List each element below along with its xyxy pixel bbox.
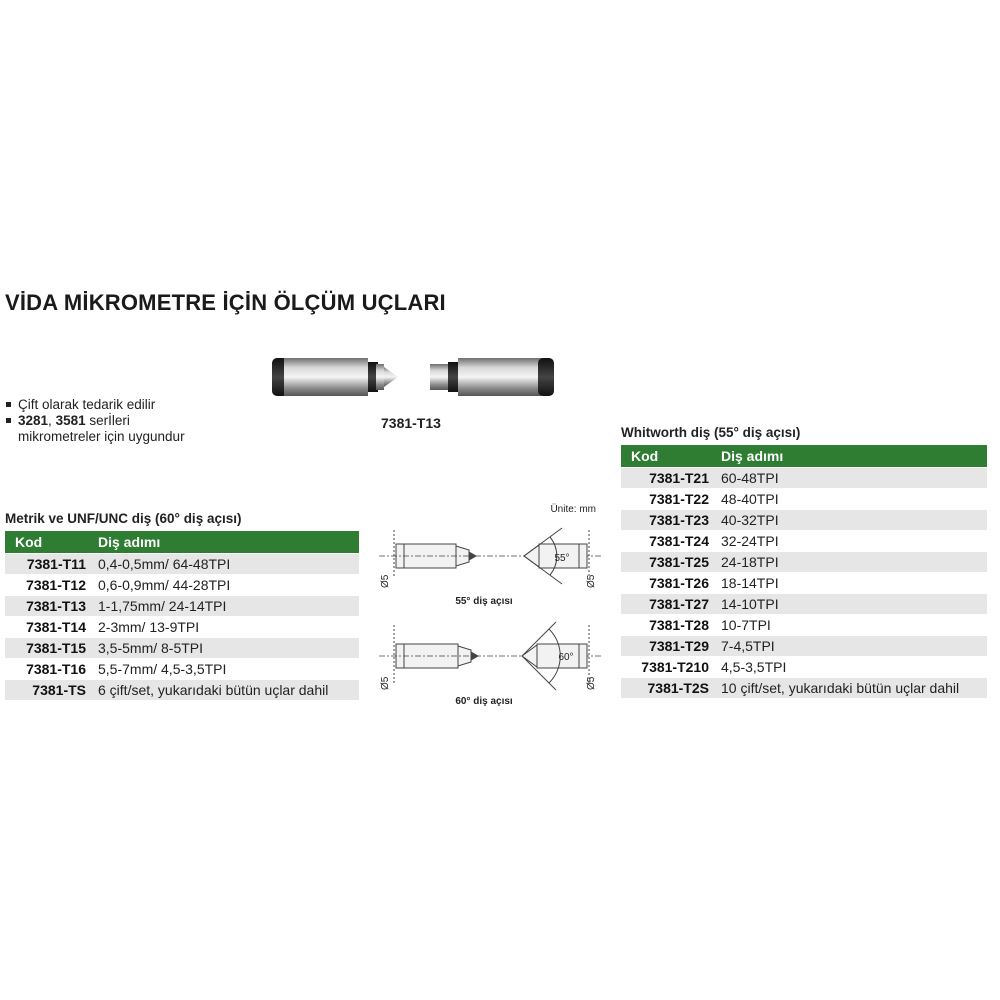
row-code: 7381-T21 — [621, 468, 715, 489]
technical-diagram — [374, 500, 606, 710]
row-code: 7381-T27 — [621, 594, 715, 615]
column-header-pitch: Diş adımı — [92, 531, 359, 554]
unit-label: Ünite: mm — [550, 504, 596, 515]
diameter-label: Ø5 — [586, 676, 597, 690]
table-row — [621, 552, 987, 573]
series-number: 3581 — [55, 413, 86, 428]
table-row — [621, 636, 987, 657]
table-row — [5, 659, 359, 680]
row-code: 7381-T23 — [621, 510, 715, 531]
row-value: 32-24TPI — [715, 531, 987, 552]
row-value: 2-3mm/ 13-9TPI — [92, 617, 359, 638]
caption-60: 60° diş açısı — [455, 696, 513, 707]
table-row — [5, 575, 359, 596]
row-value: 18-14TPI — [715, 573, 987, 594]
row-value: 3,5-5mm/ 8-5TPI — [92, 638, 359, 659]
column-header-code: Kod — [5, 531, 92, 554]
table-header-row — [5, 531, 359, 554]
table-row — [621, 489, 987, 510]
row-value: 1-1,75mm/ 24-14TPI — [92, 596, 359, 617]
column-header-code: Kod — [621, 445, 715, 468]
diameter-label: Ø5 — [586, 574, 597, 588]
row-value: 40-32TPI — [715, 510, 987, 531]
series-number: 3281 — [18, 413, 49, 428]
table-row — [621, 594, 987, 615]
page-title: VİDA MİKROMETRE İÇİN ÖLÇÜM UÇLARI — [5, 290, 446, 315]
row-code: 7381-TS — [5, 680, 92, 701]
row-code: 7381-T12 — [5, 575, 92, 596]
row-code: 7381-T22 — [621, 489, 715, 510]
row-code: 7381-T11 — [5, 554, 92, 575]
angle-label-55: 55° — [554, 553, 570, 564]
row-code: 7381-T2S — [621, 678, 715, 699]
row-code: 7381-T16 — [5, 659, 92, 680]
row-value: 14-10TPI — [715, 594, 987, 615]
feature-item-series — [6, 413, 185, 429]
right-measuring-tip — [430, 358, 554, 396]
row-value: 5,5-7mm/ 4,5-3,5TPI — [92, 659, 359, 680]
feature-list — [6, 397, 185, 445]
bullet-square-icon — [6, 418, 11, 423]
table-row — [621, 615, 987, 636]
series-text: serİleri — [85, 413, 130, 428]
left-measuring-tip — [272, 358, 398, 396]
diameter-label: Ø5 — [380, 676, 391, 690]
table-row — [5, 617, 359, 638]
row-value: 6 çift/set, yukarıdaki bütün uçlar dahil — [92, 680, 359, 701]
table-header-row — [621, 445, 987, 468]
row-value: 10 çift/set, yukarıdaki bütün uçlar dahil — [715, 678, 987, 699]
table-row — [621, 573, 987, 594]
caption-55: 55° diş açısı — [455, 596, 513, 607]
table-row — [621, 468, 987, 489]
table-row — [5, 554, 359, 575]
row-value: 48-40TPI — [715, 489, 987, 510]
row-code: 7381-T24 — [621, 531, 715, 552]
angle-label-60: 60° — [558, 652, 574, 663]
table-row — [621, 678, 987, 699]
feature-item-pairs — [6, 397, 185, 413]
table-row — [5, 596, 359, 617]
metric-spec-table — [5, 531, 359, 700]
table-row — [5, 638, 359, 659]
row-value: 0,6-0,9mm/ 44-28TPI — [92, 575, 359, 596]
row-value: 7-4,5TPI — [715, 636, 987, 657]
row-value: 24-18TPI — [715, 552, 987, 573]
whitworth-table-title: Whitworth diş (55° diş açısı) — [621, 425, 801, 440]
table-row — [621, 531, 987, 552]
table-row — [621, 657, 987, 678]
series-separator: , — [48, 413, 56, 428]
row-value: 0,4-0,5mm/ 64-48TPI — [92, 554, 359, 575]
row-code: 7381-T13 — [5, 596, 92, 617]
row-code: 7381-T14 — [5, 617, 92, 638]
table-row — [621, 510, 987, 531]
row-code: 7381-T26 — [621, 573, 715, 594]
feature-text: Çift olarak tedarik edilir — [18, 397, 156, 412]
product-label: 7381-T13 — [381, 415, 441, 431]
row-code: 7381-T28 — [621, 615, 715, 636]
feature-item-series-cont: mikrometreler için uygundur — [18, 429, 185, 444]
row-code: 7381-T210 — [621, 657, 715, 678]
row-value: 60-48TPI — [715, 468, 987, 489]
bullet-square-icon — [6, 402, 11, 407]
product-photo — [270, 352, 560, 402]
row-code: 7381-T29 — [621, 636, 715, 657]
table-row — [5, 680, 359, 701]
row-value: 4,5-3,5TPI — [715, 657, 987, 678]
row-code: 7381-T15 — [5, 638, 92, 659]
diameter-label: Ø5 — [380, 574, 391, 588]
whitworth-spec-table — [621, 445, 987, 698]
metric-table-title: Metrik ve UNF/UNC diş (60° diş açısı) — [5, 511, 242, 526]
row-value: 10-7TPI — [715, 615, 987, 636]
column-header-pitch: Diş adımı — [715, 445, 987, 468]
row-code: 7381-T25 — [621, 552, 715, 573]
